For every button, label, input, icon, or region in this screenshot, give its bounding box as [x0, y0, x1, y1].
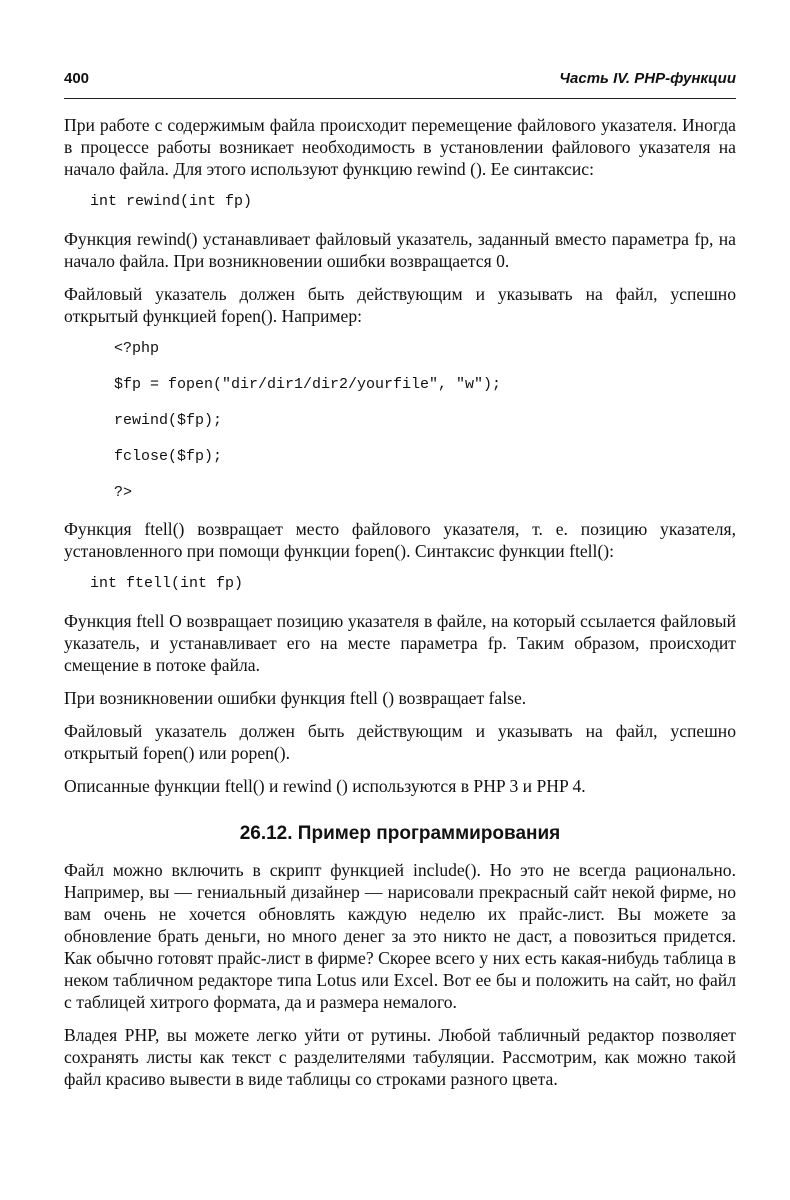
page-number: 400: [64, 70, 90, 87]
paragraph: Функция ftell() возвращает место файлового указателя, т. е. позицию указателя, установленного при помощи функции fopen(). Синтаксис функции ftell():: [64, 519, 736, 561]
paragraph: Файловый указатель должен быть действующим и указывать на файл, успешно открытый функцией fopen(). Например:: [64, 284, 736, 326]
paragraph: При работе с содержимым файла происходит перемещение файлового указателя. Иногда в процессе работы возникает необходимость в установлении файлового указателя на начало файла. Для этого используют функцию rewind (). Ее синтаксис:: [64, 115, 736, 179]
paragraph: Функция ftell О возвращает позицию указателя в файле, на который ссылается файловый указатель, и устанавливает его на месте параметра fp. Таким образом, происходит смещение в потоке файла.: [64, 611, 736, 675]
code-line: fclose($fp);: [114, 448, 223, 465]
page-header: [64, 70, 736, 94]
paragraph: Описанные функции ftell() и rewind () используются в PHP 3 и PHP 4.: [64, 776, 586, 796]
paragraph: Владея PHP, вы можете легко уйти от рутины. Любой табличный редактор позволяет сохранять листы как текст с разделителями табуляции. Рассмотрим, как можно такой файл красиво вывести в виде таблицы со строками разного цвета.: [64, 1025, 736, 1089]
code-line: <?php: [114, 340, 160, 357]
header-rule: [64, 98, 736, 99]
code-ftell-syntax: int ftell(int fp): [90, 575, 244, 592]
code-line: $fp = fopen("dir/dir1/dir2/yourfile", "w");: [114, 376, 502, 393]
code-example: [64, 338, 736, 504]
code-line: rewind($fp);: [114, 412, 223, 429]
section-heading: 26.12. Пример программирования: [239, 823, 561, 844]
paragraph: Файловый указатель должен быть действующим и указывать на файл, успешно открытый fopen() или popen().: [64, 721, 736, 763]
paragraph: Файл можно включить в скрипт функцией include(). Но это не всегда рационально. Например, вы — гениальный дизайнер — нарисовали прекрасный сайт некой фирме, но вам очень не хочется обновлять каждую неделю их прайс-лист. Вы можете за обновление брать деньги, но много денег за это никто не даст, а повозиться придется. Как обычно готовят прайс-лист в фирме? Скорее всего у них есть какая-нибудь таблица в неком табличном редакторе типа Lotus или Excel. Вот ее бы и положить на сайт, но файл с таблицей хитрого формата, да и размера немалого.: [64, 860, 736, 1012]
code-rewind-syntax: int rewind(int fp): [90, 193, 253, 210]
chapter-title: Часть IV. PHP-функции: [559, 70, 736, 87]
code-line: ?>: [114, 484, 133, 501]
paragraph: При возникновении ошибки функция ftell () возвращает false.: [64, 688, 527, 708]
page-body: [64, 114, 736, 1101]
paragraph: Функция rewind() устанавливает файловый указатель, заданный вместо параметра fp, на начало файла. При возникновении ошибки возвращается 0.: [64, 229, 736, 271]
